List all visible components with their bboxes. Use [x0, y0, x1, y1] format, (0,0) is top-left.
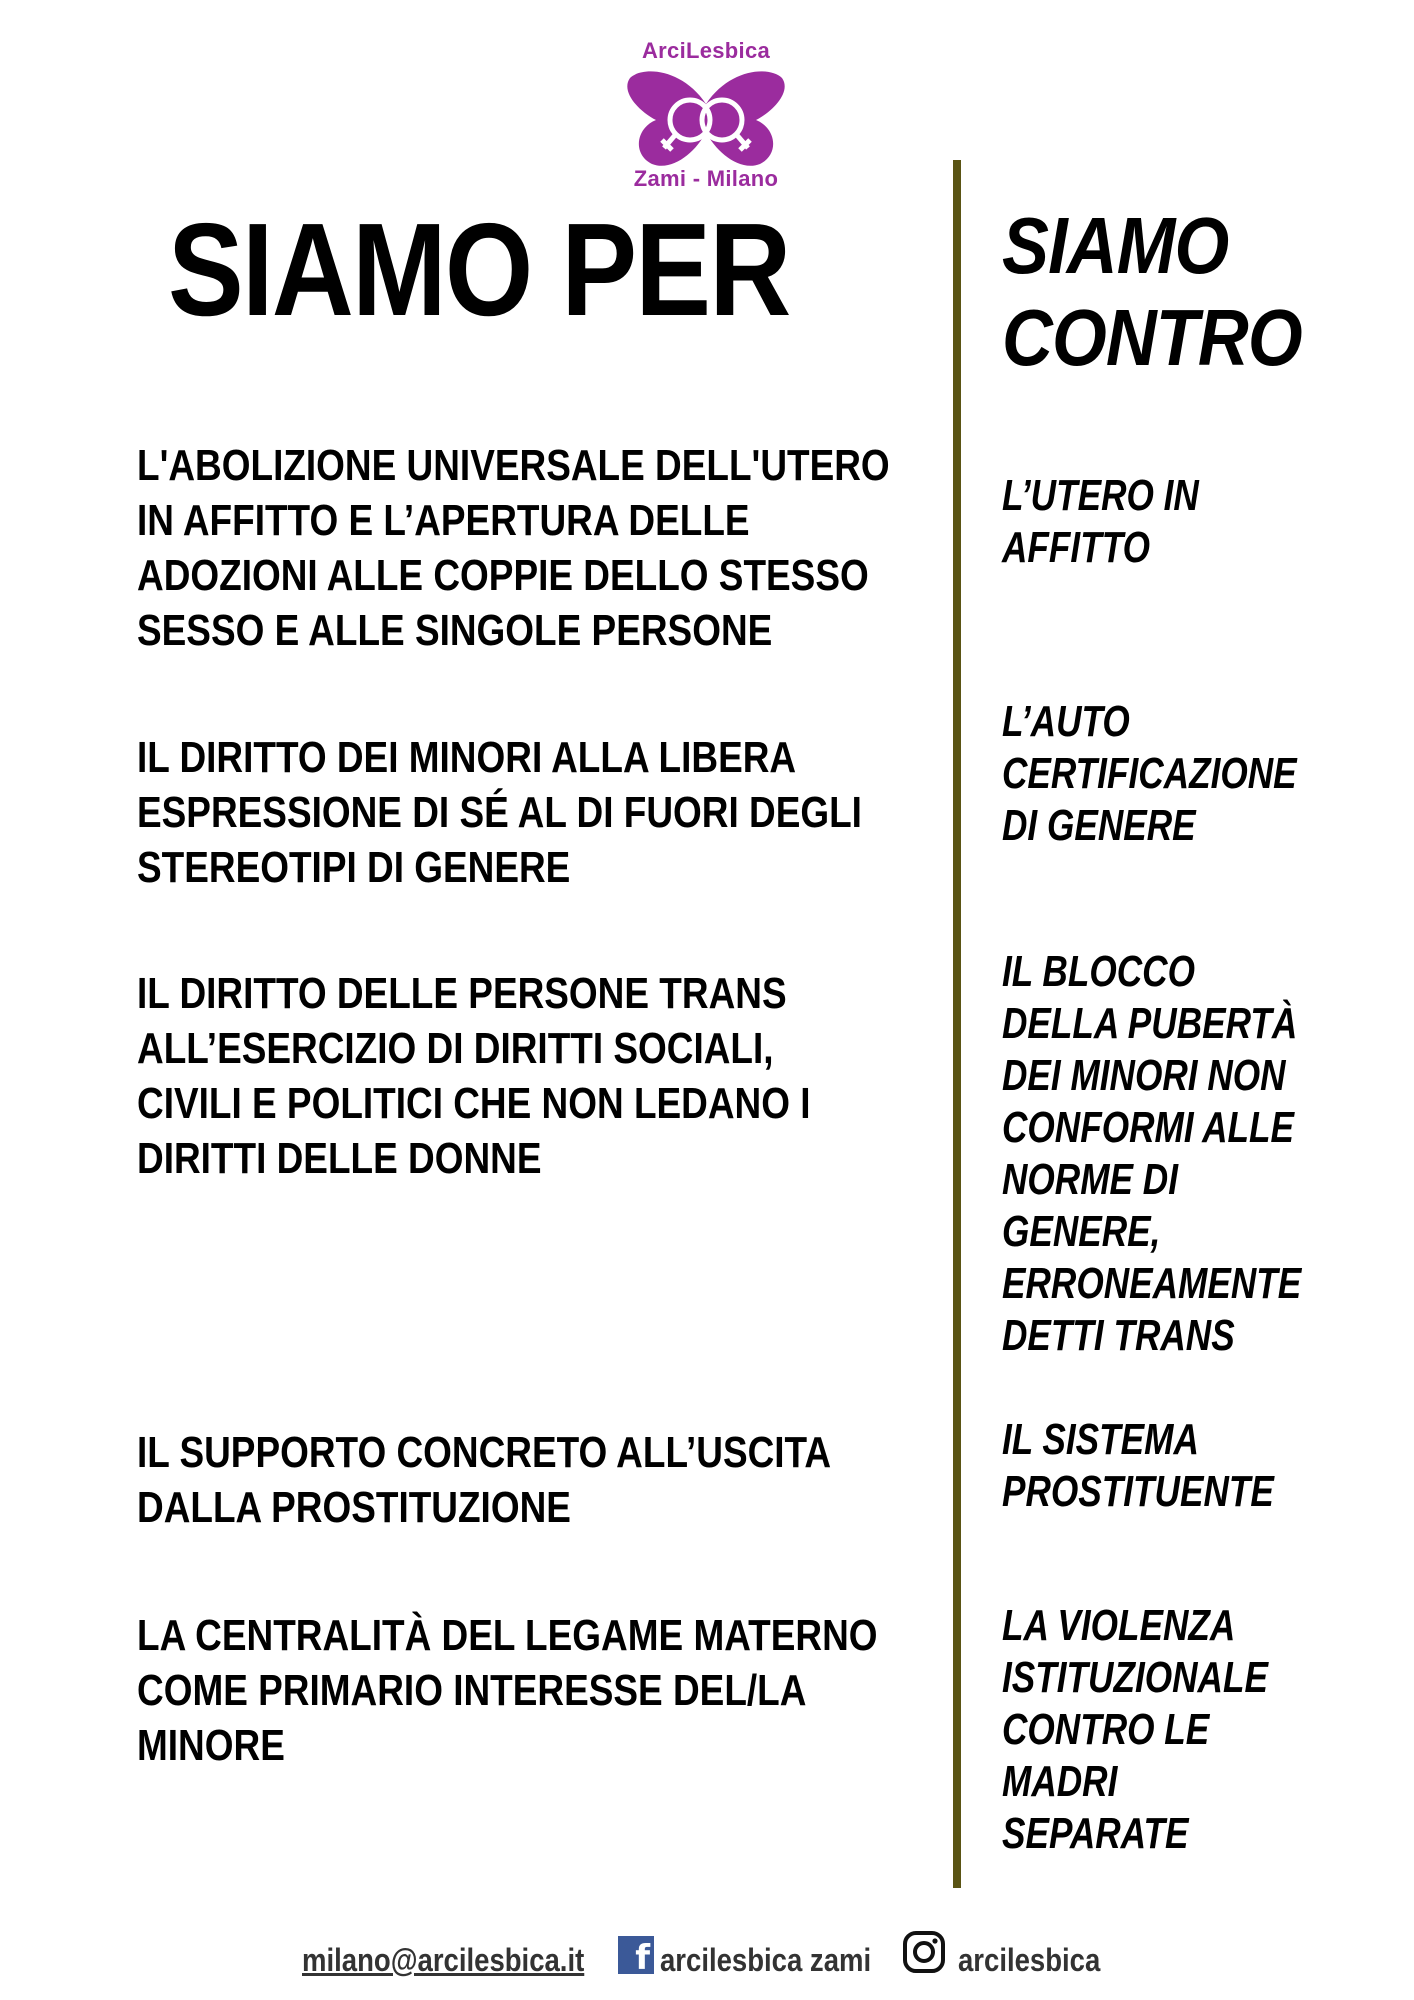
logo-bottom-text: Zami - Milano	[633, 166, 779, 191]
email-link[interactable]: milano@arcilesbica.it	[302, 1942, 585, 1978]
against-item-3	[1002, 946, 1302, 1362]
against-item-line: CONFORMI ALLE	[1002, 1103, 1294, 1152]
against-item-line: AFFITTO	[1002, 523, 1150, 572]
for-item-line: L'ABOLIZIONE UNIVERSALE DELL'UTERO	[137, 441, 890, 490]
against-item-2	[1002, 696, 1297, 852]
against-item-line: DELLA PUBERTÀ	[1002, 999, 1298, 1048]
for-item-line: ALL’ESERCIZIO DI DIRITTI SOCIALI,	[137, 1024, 774, 1073]
against-item-line: GENERE,	[1002, 1207, 1161, 1256]
for-item-3	[137, 966, 817, 1186]
facebook-icon[interactable]: f	[618, 1936, 654, 1974]
for-item-line: STEREOTIPI DI GENERE	[137, 843, 571, 892]
instagram-handle[interactable]: arcilesbica	[958, 1942, 1101, 1978]
for-item-line: IN AFFITTO E L’APERTURA DELLE	[137, 496, 750, 545]
facebook-handle[interactable]: arcilesbica zami	[660, 1942, 872, 1978]
against-item-line: DEI MINORI NON	[1002, 1051, 1286, 1100]
against-item-line: IL SISTEMA	[1002, 1415, 1199, 1464]
against-item-line: PROSTITUENTE	[1002, 1467, 1274, 1516]
for-item-5	[137, 1608, 878, 1773]
for-item-line: ESPRESSIONE DI SÉ AL DI FUORI DEGLI	[137, 788, 862, 837]
heading-siamo-contro	[1002, 200, 1301, 384]
logo	[600, 38, 812, 198]
for-item-line: COME PRIMARIO INTERESSE DEL/LA	[137, 1666, 807, 1715]
against-item-line: CONTRO LE	[1002, 1705, 1210, 1754]
heading-contro-line-1: SIAMO	[1002, 201, 1229, 290]
butterfly-logo-icon	[622, 62, 790, 172]
heading-contro-line-2: CONTRO	[1002, 293, 1302, 382]
for-item-line: IL SUPPORTO CONCRETO ALL’USCITA	[137, 1428, 832, 1477]
for-item-4	[137, 1425, 832, 1535]
for-item-line: IL DIRITTO DELLE PERSONE TRANS	[137, 969, 787, 1018]
against-item-5	[1002, 1600, 1290, 1860]
for-item-line: SESSO E ALLE SINGOLE PERSONE	[137, 606, 773, 655]
against-item-line: ISTITUZIONALE	[1002, 1653, 1268, 1702]
against-item-line: LA VIOLENZA	[1002, 1601, 1236, 1650]
against-item-4	[1002, 1414, 1290, 1518]
against-item-line: CERTIFICAZIONE	[1002, 749, 1297, 798]
against-item-line: MADRI	[1002, 1757, 1118, 1806]
against-item-line: NORME DI	[1002, 1155, 1178, 1204]
for-item-line: ADOZIONI ALLE COPPIE DELLO STESSO	[137, 551, 869, 600]
for-item-line: DIRITTI DELLE DONNE	[137, 1134, 542, 1183]
footer-contacts	[0, 1930, 1414, 1980]
against-item-1	[1002, 470, 1290, 574]
for-item-line: DALLA PROSTITUZIONE	[137, 1483, 571, 1532]
for-item-2	[137, 730, 862, 895]
against-item-line: ERRONEAMENTE	[1002, 1259, 1302, 1308]
for-item-line: MINORE	[137, 1721, 285, 1770]
column-divider	[953, 160, 961, 1888]
for-item-line: IL DIRITTO DEI MINORI ALLA LIBERA	[137, 733, 797, 782]
for-item-line: LA CENTRALITÀ DEL LEGAME MATERNO	[137, 1611, 878, 1660]
instagram-icon[interactable]	[902, 1930, 946, 1974]
against-item-line: L’UTERO IN	[1002, 471, 1199, 520]
against-item-line: SEPARATE	[1002, 1809, 1189, 1858]
against-item-line: DETTI TRANS	[1002, 1311, 1235, 1360]
for-item-line: CIVILI E POLITICI CHE NON LEDANO I	[137, 1079, 811, 1128]
for-item-1	[137, 438, 890, 658]
heading-siamo-per: SIAMO PER	[168, 196, 790, 343]
against-item-line: DI GENERE	[1002, 801, 1196, 850]
logo-top-text: ArciLesbica	[641, 38, 771, 63]
against-item-line: IL BLOCCO	[1002, 947, 1195, 996]
against-item-line: L’AUTO	[1002, 697, 1130, 746]
